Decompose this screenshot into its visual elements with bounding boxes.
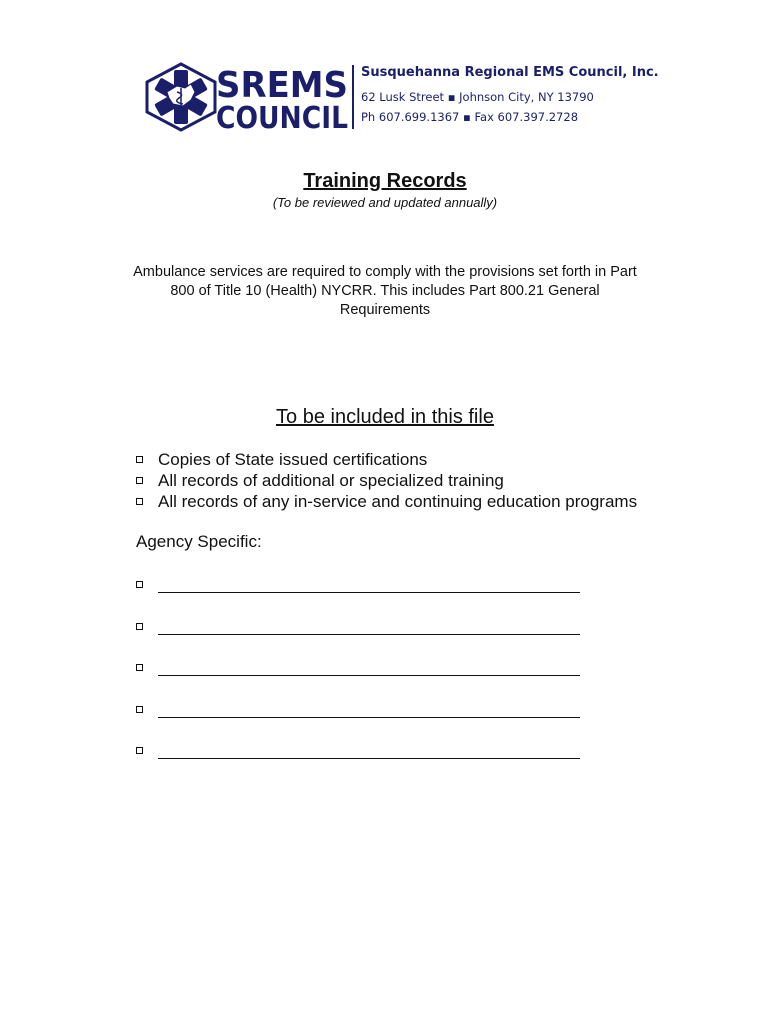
agency-item [134,574,584,616]
address-line: 62 Lusk Street ▪ Johnson City, NY 13790 [361,90,594,104]
agency-item [134,657,584,699]
intro-line: 800 of Title 10 (Health) NYCRR. This includes Part 800.21 General [170,283,600,299]
checkbox-icon[interactable] [136,747,143,754]
fill-in-line[interactable] [158,675,580,676]
letterhead [141,62,659,132]
checklist-item-label: Copies of State issued certifications [158,450,428,469]
fill-in-line[interactable] [158,592,580,593]
fill-in-line[interactable] [158,758,580,759]
document-title: Training Records [303,170,467,192]
agency-item [134,616,584,658]
agency-specific-label: Agency Specific: [136,532,262,551]
checklist-item-label: All records of additional or specialized training [158,471,504,490]
checkbox-icon[interactable] [136,477,143,484]
srems-council-wordmark [215,62,351,132]
checkbox-icon[interactable] [136,581,143,588]
checkbox-icon[interactable] [136,623,143,630]
letterhead-divider [352,65,354,129]
document-subtitle: (To be reviewed and updated annually) [272,195,498,210]
intro-line: Requirements [339,302,431,318]
agency-item [134,740,584,782]
organization-name: Susquehanna Regional EMS Council, Inc. [361,65,659,80]
fill-in-line[interactable] [158,717,580,718]
checklist-item [134,470,637,491]
agency-item [134,699,584,741]
checklist-item [134,491,637,512]
intro-paragraph [115,263,655,320]
checklist-item [134,449,637,470]
checkbox-icon[interactable] [136,664,143,671]
checklist-item-label: All records of any in-service and continuing education programs [158,492,638,511]
included-checklist [134,449,637,512]
intro-line: Ambulance services are required to comply with the provisions set forth in Part [133,264,637,280]
checkbox-icon[interactable] [136,456,143,463]
phone-fax-line: Ph 607.699.1367 ▪ Fax 607.397.2728 [361,110,579,124]
letterhead-contact [361,65,659,125]
star-of-life-logo [141,62,221,132]
wordmark-line1: SREMS [216,65,348,106]
checkbox-icon[interactable] [136,706,143,713]
agency-specific-list [134,574,584,782]
checkbox-icon[interactable] [136,498,143,505]
wordmark-line2: COUNCIL [216,101,348,132]
included-heading: To be included in this file [276,406,494,428]
fill-in-line[interactable] [158,634,580,635]
